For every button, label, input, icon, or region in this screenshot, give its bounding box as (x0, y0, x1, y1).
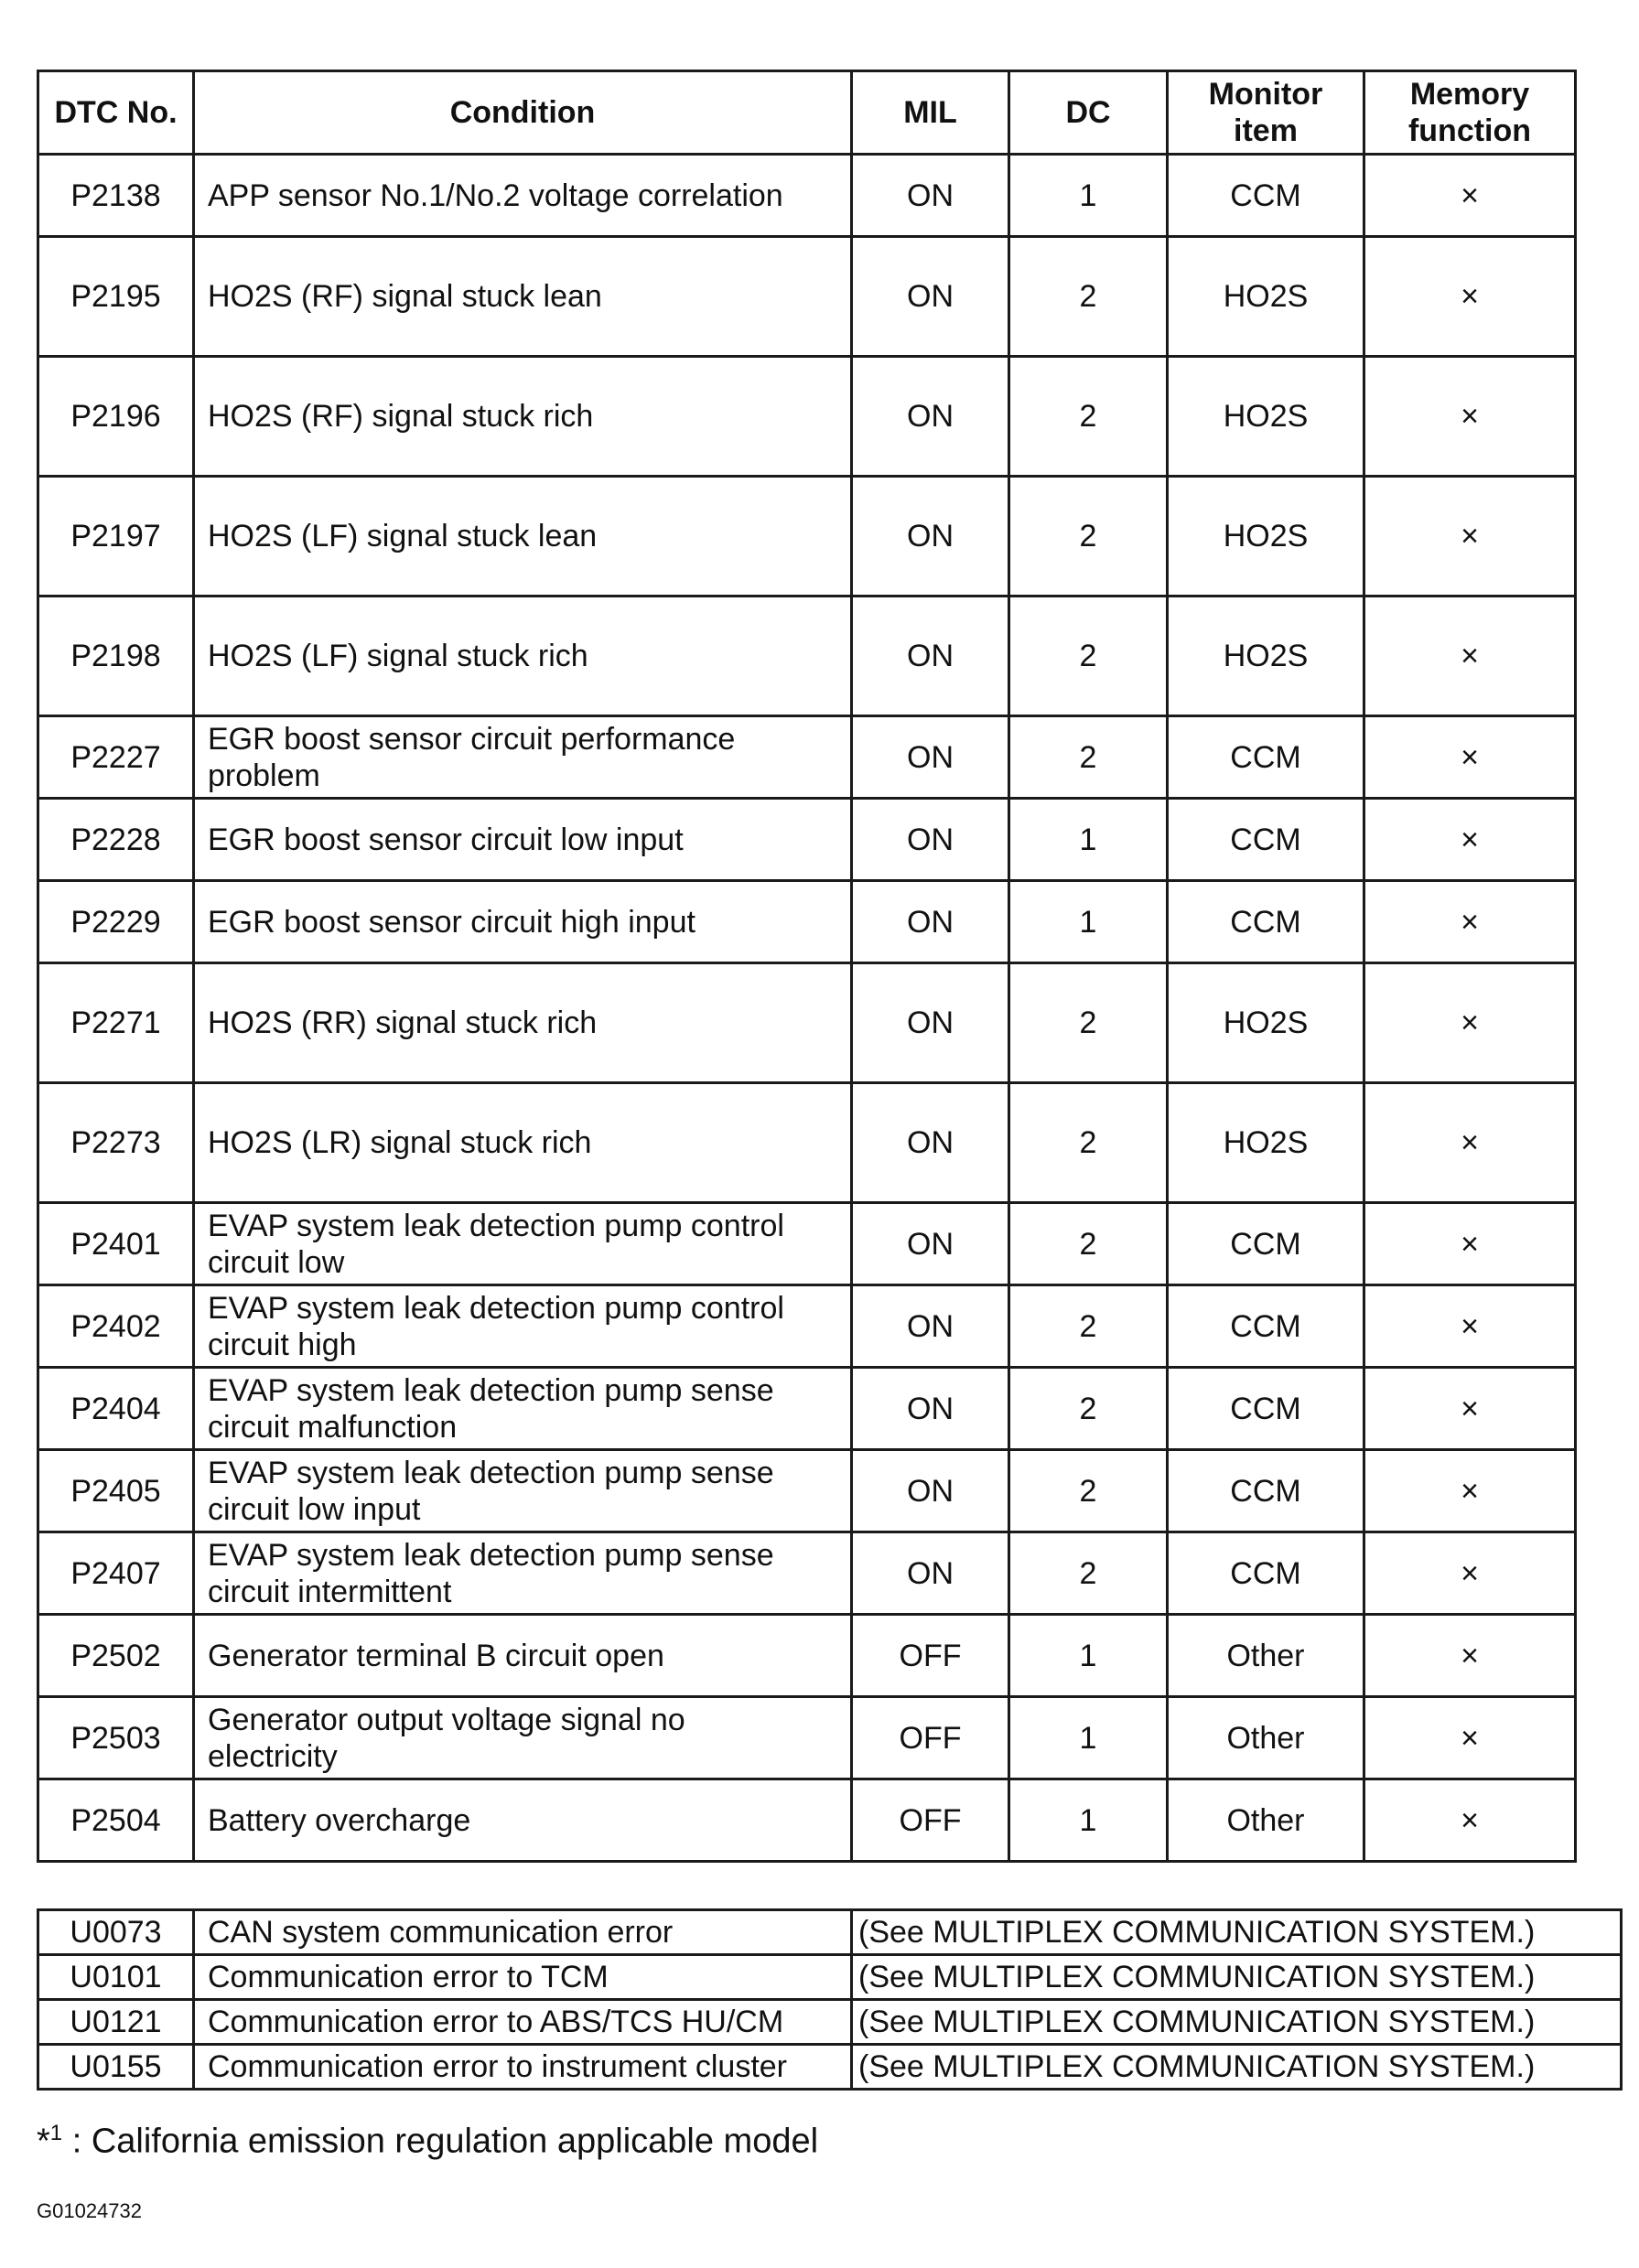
condition-line: problem (208, 758, 320, 793)
table-row (38, 1203, 1576, 1285)
condition-line: HO2S (LF) signal stuck lean (208, 519, 598, 554)
condition-line: EVAP system leak detection pump control (208, 1208, 784, 1243)
dtc-code-cell: U0101 (38, 1955, 194, 2000)
dtc-code-cell: P2198 (38, 597, 194, 716)
dtc-code-cell: P2229 (38, 881, 194, 963)
condition-cell (194, 357, 852, 477)
table-row (38, 1615, 1576, 1697)
condition-cell (194, 1450, 852, 1532)
dtc-code-cell: P2407 (38, 1532, 194, 1615)
monitor-item-cell: CCM (1168, 799, 1364, 881)
dc-cell: 2 (1009, 1083, 1168, 1203)
table-row (38, 1910, 1622, 1955)
dc-cell: 2 (1009, 1450, 1168, 1532)
memory-function-cell: × (1364, 1203, 1576, 1285)
table-row (38, 1368, 1576, 1450)
dtc-code-cell: U0121 (38, 2000, 194, 2045)
dc-cell: 2 (1009, 963, 1168, 1083)
mil-cell: ON (852, 597, 1009, 716)
u-code-body (38, 1910, 1622, 2090)
dc-cell: 2 (1009, 1285, 1168, 1368)
memory-function-cell: × (1364, 1450, 1576, 1532)
dc-cell: 2 (1009, 477, 1168, 597)
condition-line: circuit low (208, 1244, 345, 1280)
condition-cell (194, 1615, 852, 1697)
dc-cell: 2 (1009, 1368, 1168, 1450)
reference-cell: (See MULTIPLEX COMMUNICATION SYSTEM.) (852, 2045, 1622, 2090)
table-row (38, 237, 1576, 357)
mil-cell: OFF (852, 1779, 1009, 1862)
u-code-table (37, 1908, 1623, 2091)
condition-cell: Communication error to ABS/TCS HU/CM (194, 2000, 852, 2045)
memory-function-cell: × (1364, 477, 1576, 597)
dtc-code-cell: P2196 (38, 357, 194, 477)
memory-function-cell: × (1364, 357, 1576, 477)
monitor-item-cell: CCM (1168, 1203, 1364, 1285)
figure-id: G01024732 (37, 2199, 142, 2222)
monitor-item-cell: HO2S (1168, 1083, 1364, 1203)
condition-cell: Communication error to instrument cluster (194, 2045, 852, 2090)
condition-line: HO2S (RF) signal stuck rich (208, 399, 594, 434)
condition-line: electricity (208, 1738, 338, 1774)
header-mil: MIL (852, 71, 1009, 155)
condition-line: circuit low input (208, 1491, 421, 1527)
reference-cell: (See MULTIPLEX COMMUNICATION SYSTEM.) (852, 1955, 1622, 2000)
mil-cell: ON (852, 1285, 1009, 1368)
condition-line: Generator output voltage signal no (208, 1702, 685, 1737)
condition-line: EVAP system leak detection pump sense (208, 1537, 774, 1573)
table-row (38, 1697, 1576, 1779)
header-memory-line-1: Memory (1409, 77, 1530, 112)
dtc-code-cell: P2401 (38, 1203, 194, 1285)
dtc-code-cell: P2404 (38, 1368, 194, 1450)
condition-line: EVAP system leak detection pump sense (208, 1372, 774, 1408)
condition-cell (194, 881, 852, 963)
condition-line: Generator terminal B circuit open (208, 1638, 664, 1673)
dtc-code-cell: P2502 (38, 1615, 194, 1697)
table-row (38, 1532, 1576, 1615)
table-body (38, 155, 1576, 1862)
dc-cell: 1 (1009, 799, 1168, 881)
dtc-code-cell: P2195 (38, 237, 194, 357)
memory-function-cell: × (1364, 881, 1576, 963)
dtc-code-cell: P2402 (38, 1285, 194, 1368)
header-dc: DC (1009, 71, 1168, 155)
table-row (38, 1083, 1576, 1203)
monitor-item-cell: HO2S (1168, 477, 1364, 597)
memory-function-cell: × (1364, 963, 1576, 1083)
table-row (38, 357, 1576, 477)
header-memory-line-2: function (1407, 113, 1532, 148)
mil-cell: ON (852, 1083, 1009, 1203)
dc-cell: 1 (1009, 881, 1168, 963)
monitor-item-cell: CCM (1168, 1285, 1364, 1368)
condition-cell (194, 716, 852, 799)
memory-function-cell: × (1364, 1615, 1576, 1697)
monitor-item-cell: CCM (1168, 1450, 1364, 1532)
footnote-text: : California emission regulation applicable model (62, 2122, 819, 2161)
condition-cell (194, 1779, 852, 1862)
table-row (38, 1450, 1576, 1532)
condition-line: APP sensor No.1/No.2 voltage correlation (208, 177, 783, 213)
table-row (38, 716, 1576, 799)
dc-cell: 2 (1009, 1203, 1168, 1285)
memory-function-cell: × (1364, 1285, 1576, 1368)
dtc-code-cell: P2504 (38, 1779, 194, 1862)
dc-cell: 1 (1009, 1779, 1168, 1862)
mil-cell: ON (852, 881, 1009, 963)
mil-cell: ON (852, 1532, 1009, 1615)
dtc-code-cell: P2227 (38, 716, 194, 799)
reference-cell: (See MULTIPLEX COMMUNICATION SYSTEM.) (852, 1910, 1622, 1955)
dtc-table (37, 70, 1577, 1863)
condition-cell (194, 1285, 852, 1368)
table-row (38, 155, 1576, 237)
memory-function-cell: × (1364, 155, 1576, 237)
table-row (38, 1285, 1576, 1368)
dc-cell: 1 (1009, 1615, 1168, 1697)
condition-cell (194, 1532, 852, 1615)
memory-function-cell: × (1364, 1779, 1576, 1862)
condition-cell (194, 799, 852, 881)
monitor-item-cell: CCM (1168, 155, 1364, 237)
dtc-code-cell: P2273 (38, 1083, 194, 1203)
table-row (38, 2000, 1622, 2045)
memory-function-cell: × (1364, 597, 1576, 716)
condition-line: EGR boost sensor circuit performance (208, 721, 736, 757)
dc-cell: 2 (1009, 1532, 1168, 1615)
mil-cell: OFF (852, 1697, 1009, 1779)
dc-cell: 1 (1009, 1697, 1168, 1779)
dtc-code-cell: P2503 (38, 1697, 194, 1779)
mil-cell: ON (852, 357, 1009, 477)
header-monitor-item (1168, 71, 1364, 155)
condition-line: Battery overcharge (208, 1802, 471, 1838)
condition-line: EGR boost sensor circuit low input (208, 822, 684, 857)
mil-cell: ON (852, 963, 1009, 1083)
table-header-row (38, 71, 1576, 155)
condition-cell: CAN system communication error (194, 1910, 852, 1955)
condition-line: circuit intermittent (208, 1574, 452, 1609)
monitor-item-cell: Other (1168, 1615, 1364, 1697)
monitor-item-cell: Other (1168, 1697, 1364, 1779)
condition-line: HO2S (LR) signal stuck rich (208, 1125, 592, 1160)
condition-line: circuit high (208, 1327, 357, 1362)
dc-cell: 1 (1009, 155, 1168, 237)
mil-cell: ON (852, 716, 1009, 799)
mil-cell: ON (852, 477, 1009, 597)
condition-cell: Communication error to TCM (194, 1955, 852, 2000)
table-row (38, 2045, 1622, 2090)
table-row (38, 1955, 1622, 2000)
condition-cell (194, 1697, 852, 1779)
condition-line: HO2S (RR) signal stuck rich (208, 1005, 598, 1040)
mil-cell: OFF (852, 1615, 1009, 1697)
mil-cell: ON (852, 1368, 1009, 1450)
header-memory-function (1364, 71, 1576, 155)
table-row (38, 597, 1576, 716)
monitor-item-cell: CCM (1168, 1532, 1364, 1615)
condition-cell (194, 477, 852, 597)
footnote-mark: * (37, 2122, 50, 2161)
header-dtc-no: DTC No. (38, 71, 194, 155)
dc-cell: 2 (1009, 597, 1168, 716)
monitor-item-cell: CCM (1168, 1368, 1364, 1450)
memory-function-cell: × (1364, 716, 1576, 799)
table-row (38, 881, 1576, 963)
condition-line: EVAP system leak detection pump control (208, 1290, 784, 1326)
dtc-code-cell: P2271 (38, 963, 194, 1083)
condition-cell (194, 1083, 852, 1203)
condition-cell (194, 155, 852, 237)
reference-cell: (See MULTIPLEX COMMUNICATION SYSTEM.) (852, 2000, 1622, 2045)
condition-line: HO2S (RF) signal stuck lean (208, 279, 602, 314)
condition-cell (194, 237, 852, 357)
dtc-code-cell: P2405 (38, 1450, 194, 1532)
condition-line: HO2S (LF) signal stuck rich (208, 639, 588, 673)
memory-function-cell: × (1364, 799, 1576, 881)
footnote-superscript: 1 (49, 2121, 63, 2145)
monitor-item-cell: Other (1168, 1779, 1364, 1862)
mil-cell: ON (852, 1203, 1009, 1285)
table-row (38, 477, 1576, 597)
table-row (38, 799, 1576, 881)
memory-function-cell: × (1364, 1532, 1576, 1615)
dtc-code-cell: P2197 (38, 477, 194, 597)
dc-cell: 2 (1009, 716, 1168, 799)
table-row (38, 1779, 1576, 1862)
mil-cell: ON (852, 155, 1009, 237)
condition-cell (194, 963, 852, 1083)
condition-line: EVAP system leak detection pump sense (208, 1455, 774, 1490)
monitor-item-cell: CCM (1168, 716, 1364, 799)
dtc-code-cell: P2138 (38, 155, 194, 237)
memory-function-cell: × (1364, 1697, 1576, 1779)
monitor-item-cell: CCM (1168, 881, 1364, 963)
dtc-code-cell: U0073 (38, 1910, 194, 1955)
mil-cell: ON (852, 237, 1009, 357)
condition-line: circuit malfunction (208, 1409, 458, 1445)
footnote (37, 2121, 818, 2162)
monitor-item-cell: HO2S (1168, 597, 1364, 716)
dc-cell: 2 (1009, 237, 1168, 357)
condition-cell (194, 597, 852, 716)
header-monitor-line-2: item (1234, 113, 1298, 148)
header-monitor-line-1: Monitor (1208, 77, 1323, 112)
dc-cell: 2 (1009, 357, 1168, 477)
dtc-code-cell: U0155 (38, 2045, 194, 2090)
memory-function-cell: × (1364, 237, 1576, 357)
monitor-item-cell: HO2S (1168, 237, 1364, 357)
condition-cell (194, 1203, 852, 1285)
condition-line: EGR boost sensor circuit high input (208, 904, 695, 940)
monitor-item-cell: HO2S (1168, 357, 1364, 477)
monitor-item-cell: HO2S (1168, 963, 1364, 1083)
mil-cell: ON (852, 1450, 1009, 1532)
table-row (38, 963, 1576, 1083)
condition-cell (194, 1368, 852, 1450)
header-condition: Condition (194, 71, 852, 155)
memory-function-cell: × (1364, 1368, 1576, 1450)
dtc-code-cell: P2228 (38, 799, 194, 881)
memory-function-cell: × (1364, 1083, 1576, 1203)
mil-cell: ON (852, 799, 1009, 881)
